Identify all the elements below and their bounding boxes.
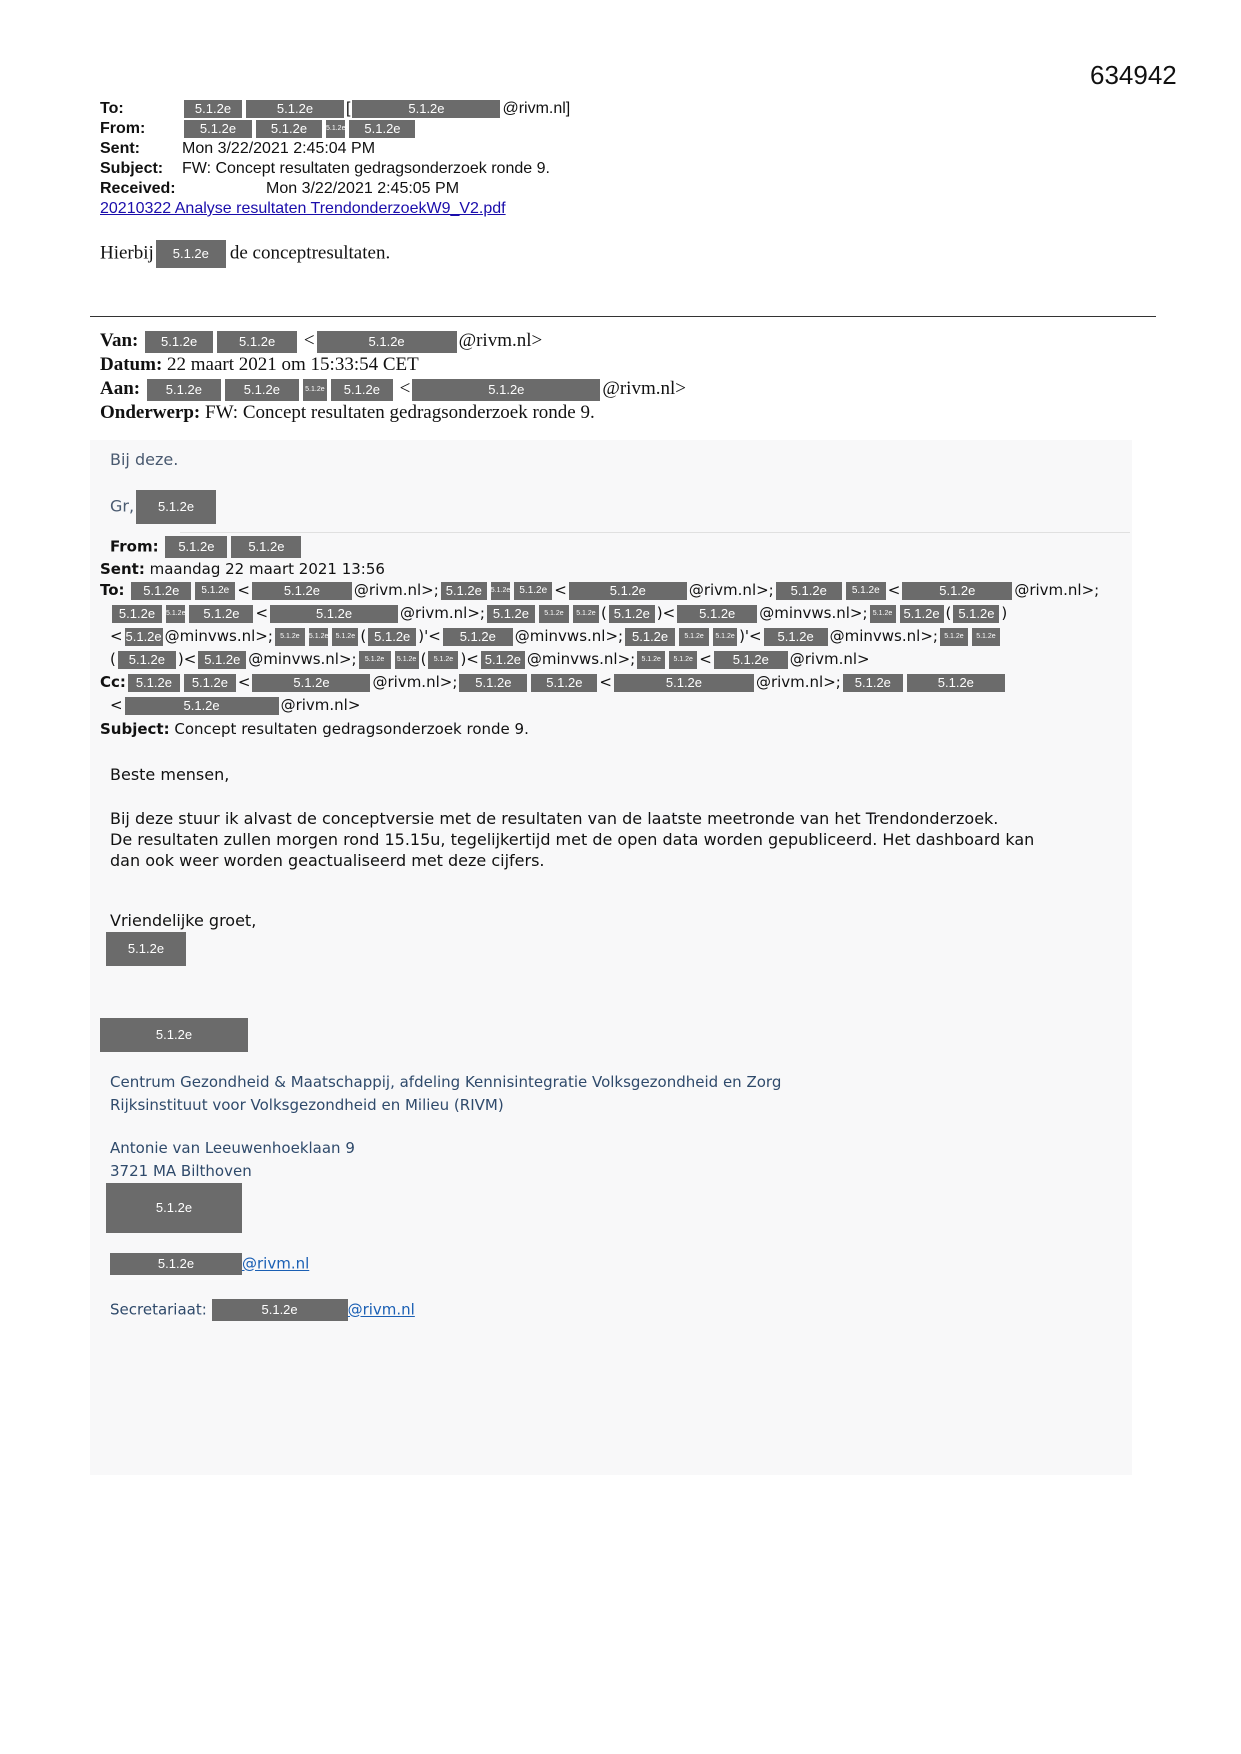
received-label: Received: — [100, 180, 176, 197]
redaction: 5.1.2e — [145, 331, 213, 353]
redaction: 5.1.2e — [907, 674, 1005, 692]
signature-email-link[interactable]: @rivm.nl — [242, 1254, 310, 1273]
datum-line — [100, 354, 419, 376]
aan-email-suffix: @rivm.nl> — [602, 378, 686, 399]
redaction: 5.1.2e — [195, 582, 235, 600]
redaction: 5.1.2e — [332, 628, 358, 646]
fwd2-subject-line — [100, 720, 529, 738]
signature-address-1: Antonie van Leeuwenhoeklaan 9 — [110, 1139, 355, 1157]
redaction: 5.1.2e — [128, 674, 180, 692]
redaction: 5.1.2e — [569, 582, 687, 600]
to-email-suffix: @rivm.nl] — [502, 100, 571, 118]
fwd2-to-line-3: < 5.1.2e @minvws.nl>; 5.1.2e 5.1.2e 5.1.2e ( 5.1.2e )'< 5.1.2e @minvws.nl>; 5.1.2e 5.1.2e 5.1.2e )'< 5.1.2e @minvws.nl>; 5.1.2e 5.1.2e — [110, 627, 1002, 646]
fwd2-sent-line — [100, 560, 385, 578]
redaction: 5.1.2e — [112, 605, 162, 623]
secretariaat-email-link[interactable]: @rivm.nl — [347, 1300, 415, 1319]
document-number: 634942 — [1090, 60, 1177, 90]
redaction: 5.1.2e — [713, 628, 737, 646]
redaction: 5.1.2e — [481, 651, 525, 669]
signature-phone-redaction — [106, 1183, 242, 1233]
redaction: 5.1.2e — [609, 605, 655, 623]
redaction: 5.1.2e — [125, 697, 279, 715]
datum-label: Datum: — [100, 354, 163, 375]
fwd2-subject-value: Concept resultaten gedragsonderzoek ronde 9. — [174, 720, 529, 738]
redaction: 5.1.2e — [147, 379, 221, 401]
redaction: 5.1.2e — [870, 605, 896, 623]
redaction: 5.1.2e — [514, 582, 552, 600]
redaction: 5.1.2e — [252, 674, 370, 692]
onderwerp-line — [100, 402, 595, 424]
signature-address-2: 3721 MA Bilthoven — [110, 1162, 252, 1180]
van-line: Van: 5.1.2e 5.1.2e < 5.1.2e @rivm.nl> — [100, 330, 543, 351]
redaction: 5.1.2e — [156, 240, 226, 268]
fwd2-from-label: From: — [110, 537, 159, 556]
redaction: 5.1.2e — [331, 379, 393, 401]
onderwerp-label: Onderwerp: — [100, 402, 201, 423]
sent-label: Sent: — [100, 140, 140, 157]
from-line — [100, 120, 417, 138]
redaction: 5.1.2e — [412, 379, 600, 401]
secretariaat-label: Secretariaat: — [110, 1300, 207, 1319]
redaction: 5.1.2e — [487, 605, 535, 623]
forward-1-greeting: Gr, 5.1.2e — [110, 490, 218, 524]
redaction: 5.1.2e — [614, 674, 754, 692]
redaction: 5.1.2e — [212, 1299, 348, 1321]
separator-line — [180, 532, 1130, 533]
redaction: 5.1.2e — [326, 120, 345, 138]
redaction: 5.1.2e — [106, 1183, 242, 1233]
subject-value: FW: Concept resultaten gedragsonderzoek ronde 9. — [182, 160, 550, 177]
redaction: 5.1.2e — [256, 120, 322, 138]
redaction: 5.1.2e — [359, 651, 391, 669]
redaction: 5.1.2e — [669, 651, 697, 669]
fwd2-to-line-1: To: 5.1.2e 5.1.2e < 5.1.2e @rivm.nl>; 5.1.2e 5.1.2e 5.1.2e < 5.1.2e @rivm.nl>; 5.1.2e 5.1.2e < 5.1.2e @rivm.nl>; — [100, 581, 1100, 599]
redaction: 5.1.2e — [368, 628, 416, 646]
received-value: Mon 3/22/2021 2:45:05 PM — [266, 180, 460, 197]
to-line: To: 5.1.2e 5.1.2e [ 5.1.2e @rivm.nl] — [100, 100, 571, 118]
redaction: 5.1.2e — [131, 582, 191, 600]
redaction: 5.1.2e — [106, 932, 186, 966]
redaction: 5.1.2e — [573, 605, 599, 623]
redaction: 5.1.2e — [395, 651, 419, 669]
body-paragraph-2a: De resultaten zullen morgen rond 15.15u, tegelijkertijd met de open data worden gepubliceerd. Het dashboard kan — [110, 830, 1035, 849]
van-email-suffix: @rivm.nl> — [458, 330, 543, 351]
to-label: To: — [100, 100, 124, 118]
redaction: 5.1.2e — [317, 331, 457, 353]
redaction: 5.1.2e — [441, 582, 487, 600]
redaction: 5.1.2e — [843, 674, 903, 692]
redaction: 5.1.2e — [443, 628, 513, 646]
sent-value: Mon 3/22/2021 2:45:04 PM — [182, 140, 376, 157]
fwd2-sent-value: maandag 22 maart 2021 13:56 — [149, 560, 385, 578]
sent-line — [100, 140, 375, 158]
redaction: 5.1.2e — [225, 379, 299, 401]
fwd2-cc-label: Cc: — [100, 673, 126, 691]
redaction: 5.1.2e — [275, 628, 305, 646]
redaction: 5.1.2e — [491, 582, 510, 600]
separator-line — [90, 316, 1156, 317]
from-label: From: — [100, 120, 146, 138]
redaction: 5.1.2e — [198, 651, 246, 669]
aan-line: Aan: 5.1.2e 5.1.2e 5.1.2e 5.1.2e < 5.1.2e @rivm.nl> — [100, 378, 686, 399]
redaction: 5.1.2e — [136, 490, 216, 524]
secretariaat-line — [110, 1299, 415, 1321]
aan-label: Aan: — [100, 378, 141, 399]
van-label: Van: — [100, 330, 139, 351]
redaction: 5.1.2e — [110, 1253, 242, 1275]
sender-name-redaction — [106, 932, 186, 966]
redaction: 5.1.2e — [625, 628, 675, 646]
redaction: 5.1.2e — [303, 379, 327, 401]
redaction: 5.1.2e — [217, 331, 297, 353]
redaction: 5.1.2e — [252, 582, 352, 600]
fwd2-to-line-2: 5.1.2e 5.1.2e 5.1.2e < 5.1.2e @rivm.nl>; 5.1.2e 5.1.2e 5.1.2e ( 5.1.2e )< 5.1.2e @minvws.nl>; 5.1.2e 5.1.2e ( 5.1.2e ) — [110, 604, 1007, 623]
fwd2-subject-label: Subject: — [100, 720, 170, 738]
body-paragraph-2b: dan ook weer worden geactualiseerd met deze cijfers. — [110, 851, 545, 870]
fwd2-cc-line-1: Cc: 5.1.2e 5.1.2e < 5.1.2e @rivm.nl>; 5.1.2e 5.1.2e < 5.1.2e @rivm.nl>; 5.1.2e 5.1.2e — [100, 673, 1007, 692]
redaction: 5.1.2e — [846, 582, 886, 600]
redaction: 5.1.2e — [184, 674, 236, 692]
redaction: 5.1.2e — [166, 605, 185, 623]
redaction: 5.1.2e — [100, 1018, 248, 1052]
redaction: 5.1.2e — [165, 536, 227, 558]
fwd2-sent-label: Sent: — [100, 560, 145, 578]
redaction: 5.1.2e — [270, 605, 398, 623]
redaction: 5.1.2e — [125, 628, 162, 644]
redaction: 5.1.2e — [118, 651, 176, 669]
signature-org-line-2: Rijksinstituut voor Volksgezondheid en Milieu (RIVM) — [110, 1096, 504, 1114]
redaction: 5.1.2e — [531, 674, 597, 692]
redaction: 5.1.2e — [972, 628, 1000, 646]
redaction: 5.1.2e — [902, 582, 1012, 600]
redaction: 5.1.2e — [349, 120, 415, 138]
redaction: 5.1.2e — [184, 100, 242, 118]
redaction: 5.1.2e — [953, 605, 999, 623]
closing: Vriendelijke groet, — [110, 911, 257, 930]
redaction: 5.1.2e — [459, 674, 527, 692]
redaction: 5.1.2e — [428, 651, 458, 669]
signature-org-line-1: Centrum Gezondheid & Maatschappij, afdeling Kennisintegratie Volksgezondheid en Zorg — [110, 1073, 782, 1091]
signature-name-redaction — [100, 1018, 248, 1052]
redaction: 5.1.2e — [776, 582, 842, 600]
redaction: 5.1.2e — [189, 605, 253, 623]
fwd2-to-line-4: ( 5.1.2e )< 5.1.2e @minvws.nl>; 5.1.2e 5.1.2e ( 5.1.2e )< 5.1.2e @minvws.nl>; 5.1.2e 5.1.2e < 5.1.2e @rivm.nl> — [110, 650, 870, 668]
redaction: 5.1.2e — [352, 100, 500, 118]
forward-1-body: Bij deze. — [110, 450, 179, 469]
redaction: 5.1.2e — [539, 605, 569, 623]
redaction: 5.1.2e — [764, 628, 828, 646]
datum-value: 22 maart 2021 om 15:33:54 CET — [167, 354, 419, 375]
redaction: 5.1.2e — [184, 120, 252, 138]
salutation: Beste mensen, — [110, 765, 230, 784]
attachment-link[interactable]: 20210322 Analyse resultaten TrendonderzoekW9_V2.pdf — [100, 200, 506, 217]
fwd2-cc-line-2: < 5.1.2e @rivm.nl> — [110, 696, 361, 714]
outer-body: Hierbij 5.1.2e de conceptresultaten. — [100, 240, 390, 268]
redaction: 5.1.2e — [309, 628, 328, 646]
redaction: 5.1.2e — [714, 651, 788, 669]
redaction: 5.1.2e — [677, 605, 757, 623]
redaction: 5.1.2e — [246, 100, 344, 118]
redaction: 5.1.2e — [637, 651, 665, 669]
signature-email-line — [110, 1253, 309, 1275]
body-paragraph-1: Bij deze stuur ik alvast de conceptversie met de resultaten van de laatste meetronde van het Trendonderzoek. — [110, 809, 999, 828]
subject-label: Subject: — [100, 160, 164, 177]
redaction: 5.1.2e — [900, 605, 944, 623]
redaction: 5.1.2e — [940, 628, 968, 646]
redaction: 5.1.2e — [679, 628, 709, 646]
fwd2-to-label: To: — [100, 581, 125, 599]
fwd2-from-line — [110, 536, 303, 558]
redaction: 5.1.2e — [231, 536, 301, 558]
received-line — [100, 180, 459, 198]
onderwerp-value: FW: Concept resultaten gedragsonderzoek ronde 9. — [205, 402, 595, 423]
subject-line — [100, 160, 550, 178]
